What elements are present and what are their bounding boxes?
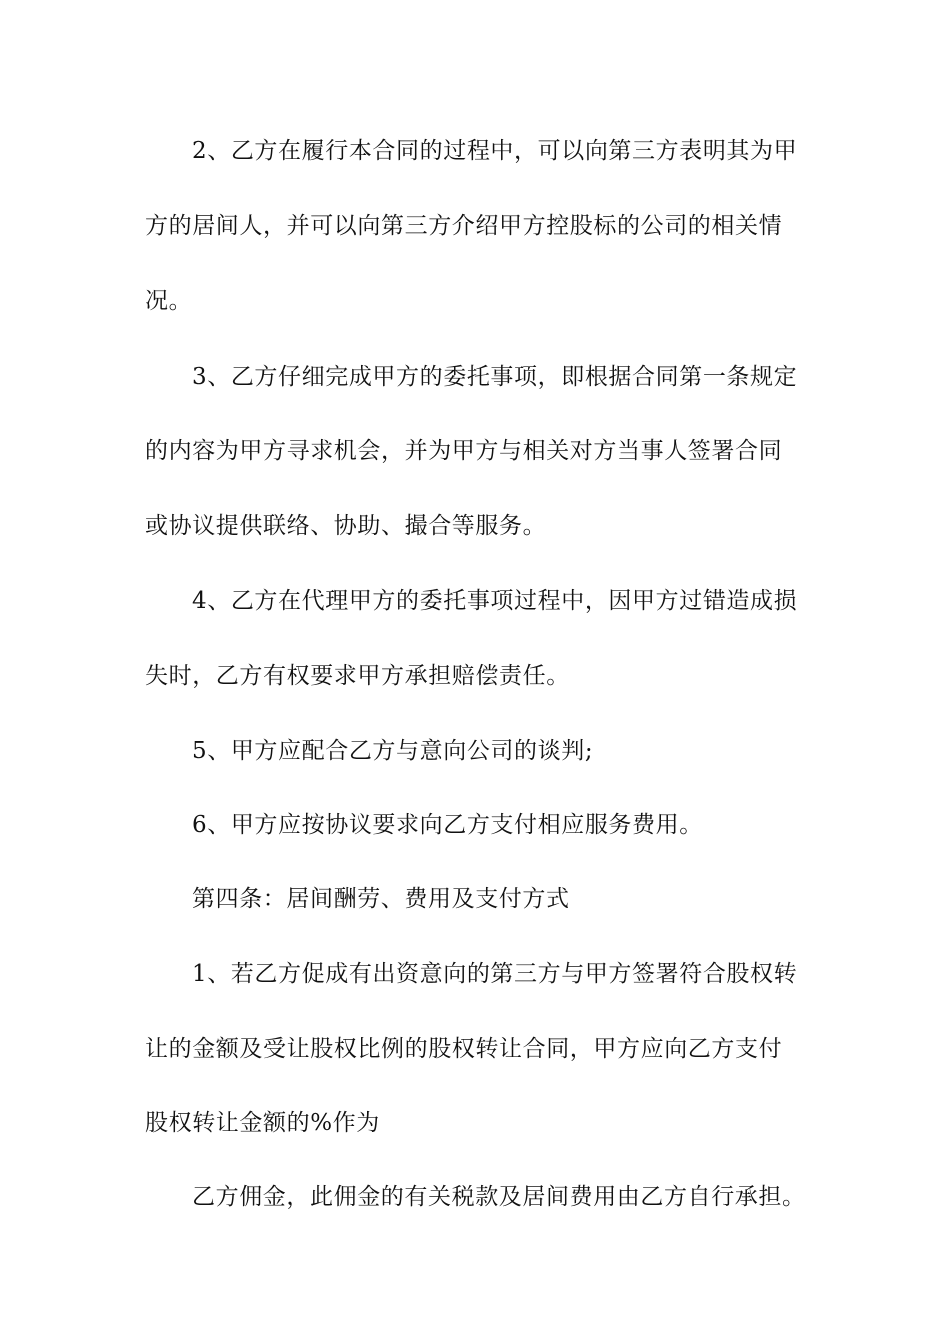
clause-6-line: 6、甲方应按协议要求向乙方支付相应服务费用。 <box>192 812 703 838</box>
article-4-clause-1-line-3: 股权转让金额的%作为 <box>145 1110 380 1136</box>
clause-2-line-2: 方的居间人，并可以向第三方介绍甲方控股标的公司的相关情 <box>145 213 783 239</box>
clause-2-line-1: 2、乙方在履行本合同的过程中，可以向第三方表明其为甲 <box>192 138 798 164</box>
clause-2-line-3: 况。 <box>145 288 193 314</box>
article-4-clause-1-line-1: 1、若乙方促成有出资意向的第三方与甲方签署符合股权转 <box>192 961 798 987</box>
clause-3-line-1: 3、乙方仔细完成甲方的委托事项，即根据合同第一条规定 <box>192 364 798 390</box>
clause-5-line: 5、甲方应配合乙方与意向公司的谈判; <box>192 738 594 764</box>
clause-3-line-2: 的内容为甲方寻求机会，并为甲方与相关对方当事人签署合同 <box>145 438 783 464</box>
article-4-heading: 第四条：居间酬劳、费用及支付方式 <box>192 886 570 912</box>
clause-3-line-3: 或协议提供联络、协助、撮合等服务。 <box>145 513 547 539</box>
clause-4-line-2: 失时，乙方有权要求甲方承担赔偿责任。 <box>145 663 570 689</box>
clause-4-line-1: 4、乙方在代理甲方的委托事项过程中，因甲方过错造成损 <box>192 588 798 614</box>
article-4-clause-1-line-4: 乙方佣金，此佣金的有关税款及居间费用由乙方自行承担。 <box>192 1184 806 1210</box>
article-4-clause-1-line-2: 让的金额及受让股权比例的股权转让合同，甲方应向乙方支付 <box>145 1036 783 1062</box>
